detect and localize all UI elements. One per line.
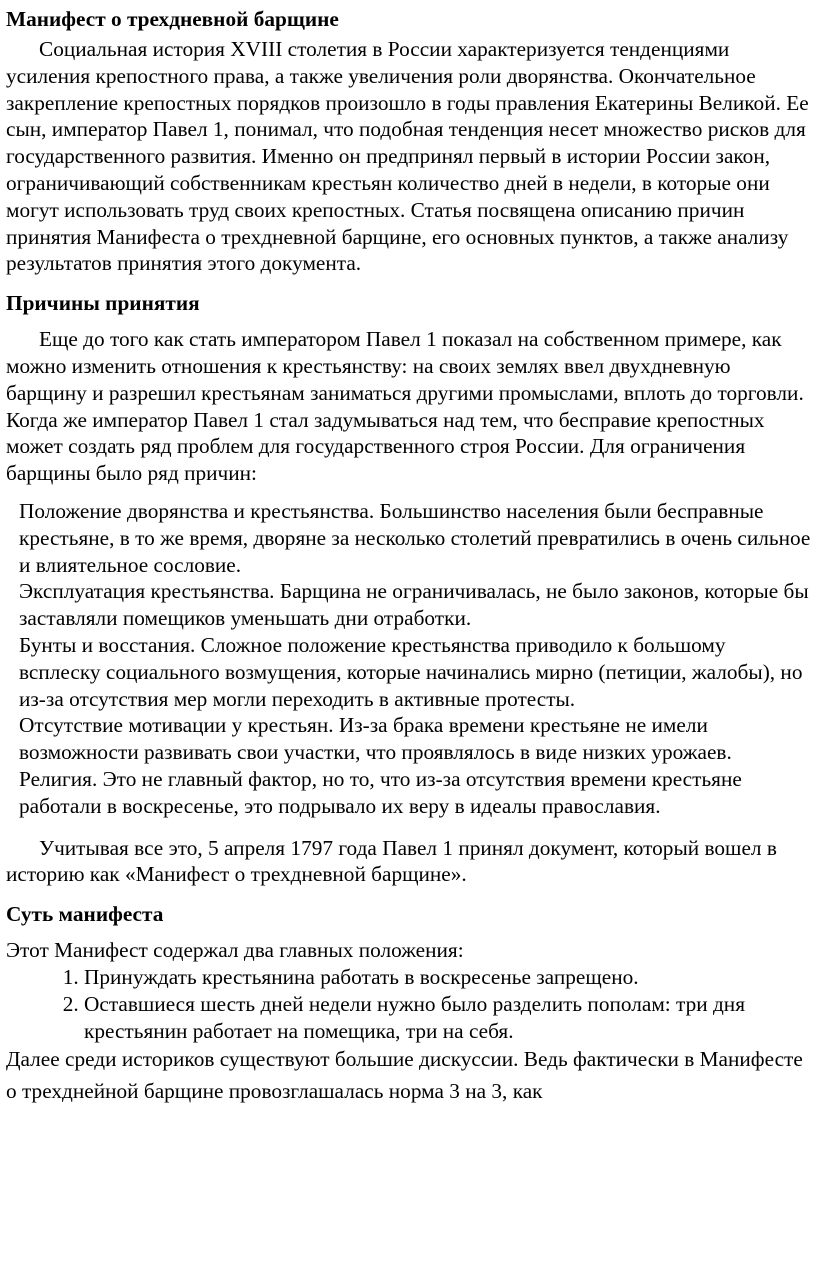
conclusion-paragraph: Учитывая все это, 5 апреля 1797 года Павел 1 принял документ, который вошел в историю как «Манифест о трехдневной барщине». bbox=[6, 835, 777, 887]
list-item: 2. Оставшиеся шесть дней недели нужно было разделить пополам: три дня крестьянин работает на помещика, три на себя. bbox=[84, 991, 812, 1045]
list-item: Положение дворянства и крестьянства. Большинство населения были бесправные крестьяне, в то же время, дворяне за несколько столетий превратились в очень сильное и влиятельное сословие. bbox=[19, 498, 811, 577]
section-heading-essence: Суть манифеста bbox=[6, 902, 164, 927]
document-page bbox=[6, 6, 812, 1107]
list-item: Религия. Это не главный фактор, но то, что из-за отсутствия времени крестьяне работали в воскресенье, это подрывало их веру в идеалы православия. bbox=[19, 766, 742, 818]
section-heading-reasons: Причины принятия bbox=[6, 291, 200, 316]
list-item: Бунты и восстания. Сложное положение крестьянства приводило к большому всплеску социального возмущения, которые начинались мирно (петиции, жалобы), но из-за отсутствия мер могли переходить в активные протесты. bbox=[19, 632, 803, 711]
essence-lead: Этот Манифест содержал два главных положения: bbox=[6, 938, 464, 963]
manifest-points-list bbox=[6, 964, 812, 1044]
list-item: 1. Принуждать крестьянина работать в воскресенье запрещено. bbox=[84, 964, 812, 991]
reasons-list bbox=[6, 498, 812, 820]
reasons-paragraph: Еще до того как стать императором Павел 1 показал на собственном примере, как можно изменить отношения к крестьянству: на своих землях ввел двухдневную барщину и разрешил крестьянам заниматься другими промыслами, вплоть до торговли. Когда же император Павел 1 стал задумываться над тем, что бесправие крепостных может создать ряд проблем для государственного строя России. Для ограничения барщины было ряд причин: bbox=[6, 327, 804, 486]
list-item: Эксплуатация крестьянства. Барщина не ограничивалась, не было законов, которые бы заставляли помещиков уменьшать дни отработки. bbox=[19, 579, 809, 631]
final-paragraph: Далее среди историков существуют большие дискуссии. Ведь фактически в Манифесте о трехднейной барщине провозглашалась норма 3 на 3, как bbox=[6, 1047, 803, 1103]
document-title: Манифест о трехдневной барщине bbox=[6, 7, 339, 31]
intro-paragraph: Социальная история XVIII столетия в России характеризуется тенденциями усиления крепостного права, а также увеличения роли дворянства. Окончательное закрепление крепостных порядков произошло в годы правления Екатерины Великой. Ее сын, император Павел 1, понимал, что подобная тенденция несет множество рисков для государственного развития. Именно он предпринял первый в истории России закон, ограничивающий собственникам крестьян количество дней в недели, в которые они могут использовать труд своих крепостных. Статья посвящена описанию причин принятия Манифеста о трехдневной барщине, его основных пунктов, а также анализу результатов принятия этого документа. bbox=[6, 37, 809, 276]
list-item: Отсутствие мотивации у крестьян. Из-за брака времени крестьяне не имели возможности развивать свои участки, что проявлялось в виде низких урожаев. bbox=[19, 713, 732, 765]
